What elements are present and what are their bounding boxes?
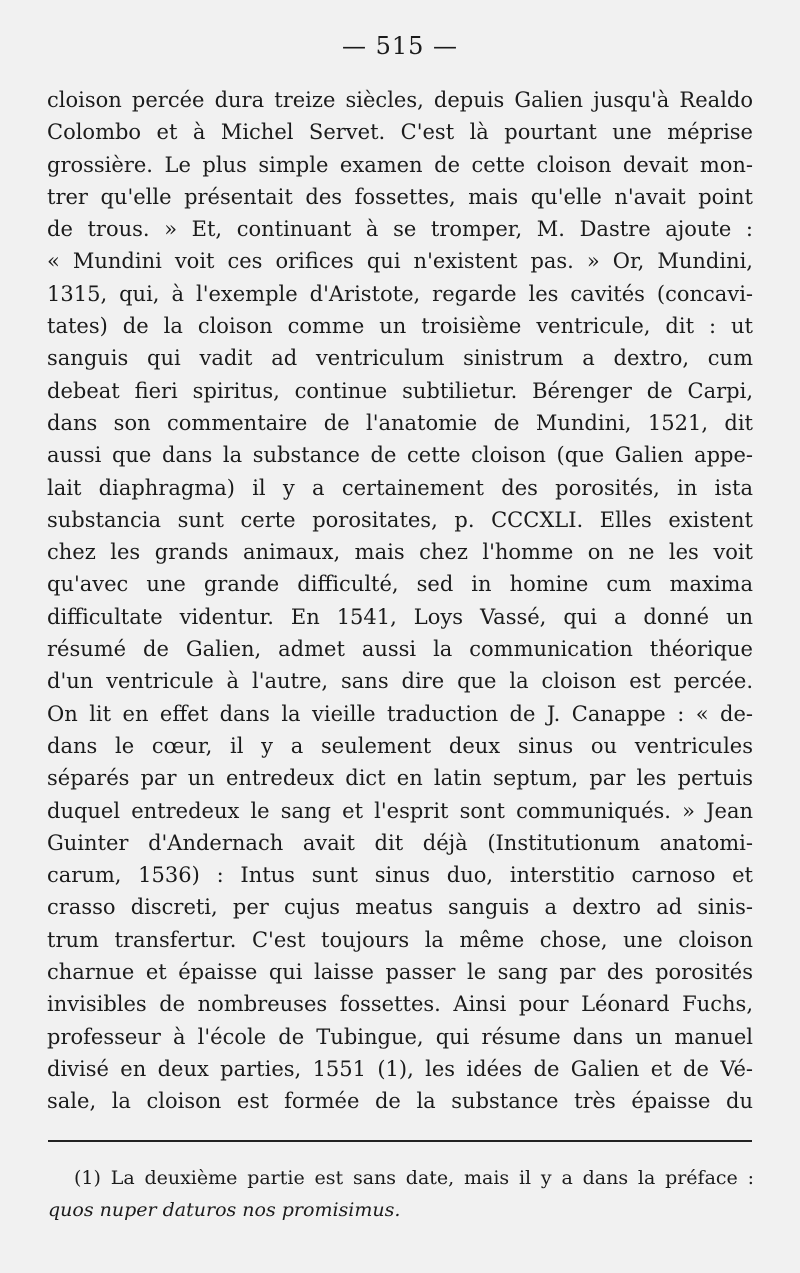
text-line: qu'avec une grande difficulté, sed in homine cum maxima: [47, 572, 753, 597]
text-line: sanguis qui vadit ad ventriculum sinistrum a dextro, cum: [47, 346, 753, 371]
text-line: grossière. Le plus simple examen de cette cloison devait mon-: [47, 152, 753, 177]
text-line: trer qu'elle présentait des fossettes, mais qu'elle n'avait point: [47, 184, 753, 209]
text-line: 1315, qui, à l'exemple d'Aristote, regarde les cavités (concavi-: [47, 281, 753, 306]
text-line: divisé en deux parties, 1551 (1), les idées de Galien et de Vé-: [47, 1056, 753, 1081]
page-number: — 515 —: [341, 32, 459, 60]
text-line: invisibles de nombreuses fossettes. Ainsi pour Léonard Fuchs,: [47, 992, 753, 1017]
text-line: de trous. » Et, continuant à se tromper, M. Dastre ajoute :: [47, 217, 753, 242]
text-line: duquel entredeux le sang et l'esprit sont communiqués. » Jean: [47, 798, 753, 823]
text-line: difficultate videntur. En 1541, Loys Vassé, qui a donné un: [47, 604, 753, 629]
text-line: substancia sunt certe porositates, p. CCCXLI. Elles existent: [47, 507, 753, 532]
text-line: séparés par un entredeux dict en latin septum, par les pertuis: [47, 766, 753, 791]
text-line: carum, 1536) : Intus sunt sinus duo, interstitio carnoso et: [47, 863, 753, 888]
text-line: aussi que dans la substance de cette cloison (que Galien appe-: [47, 443, 753, 468]
text-line: résumé de Galien, admet aussi la communication théorique: [47, 637, 753, 662]
text-line: crasso discreti, per cujus meatus sanguis a dextro ad sinis-: [47, 895, 753, 920]
text-line: tates) de la cloison comme un troisième ventricule, dit : ut: [47, 314, 753, 339]
body-text: [47, 84, 753, 1118]
footnote: [48, 1162, 754, 1226]
text-line: debeat fieri spiritus, continue subtilietur. Bérenger de Carpi,: [47, 378, 753, 403]
footnote-divider: [48, 1140, 752, 1142]
text-line: dans le cœur, il y a seulement deux sinus ou ventricules: [47, 733, 753, 758]
footnote-line: (1) La deuxième partie est sans date, mais il y a dans la préface :: [74, 1167, 754, 1189]
text-line: dans son commentaire de l'anatomie de Mundini, 1521, dit: [47, 410, 753, 435]
text-line: lait diaphragma) il y a certainement des porosités, in ista: [47, 475, 753, 500]
text-line: Colombo et à Michel Servet. C'est là pourtant une méprise: [47, 120, 753, 145]
text-line: d'un ventricule à l'autre, sans dire que la cloison est percée.: [47, 669, 753, 694]
text-line: sale, la cloison est formée de la substance très épaisse du: [47, 1089, 753, 1114]
text-line: trum transfertur. C'est toujours la même chose, une cloison: [47, 927, 753, 952]
footnote-line: quos nuper daturos nos promisimus.: [48, 1199, 401, 1221]
text-line: « Mundini voit ces orifices qui n'existent pas. » Or, Mundini,: [47, 249, 753, 274]
text-line: Guinter d'Andernach avait dit déjà (Institutionum anatomi-: [47, 830, 753, 855]
text-line: charnue et épaisse qui laisse passer le sang par des porosités: [47, 960, 753, 985]
text-line: cloison percée dura treize siècles, depuis Galien jusqu'à Realdo: [47, 88, 753, 112]
text-line: On lit en effet dans la vieille traduction de J. Canappe : « de-: [47, 701, 753, 726]
text-line: professeur à l'école de Tubingue, qui résume dans un manuel: [47, 1024, 753, 1049]
text-line: chez les grands animaux, mais chez l'homme on ne les voit: [47, 540, 753, 565]
